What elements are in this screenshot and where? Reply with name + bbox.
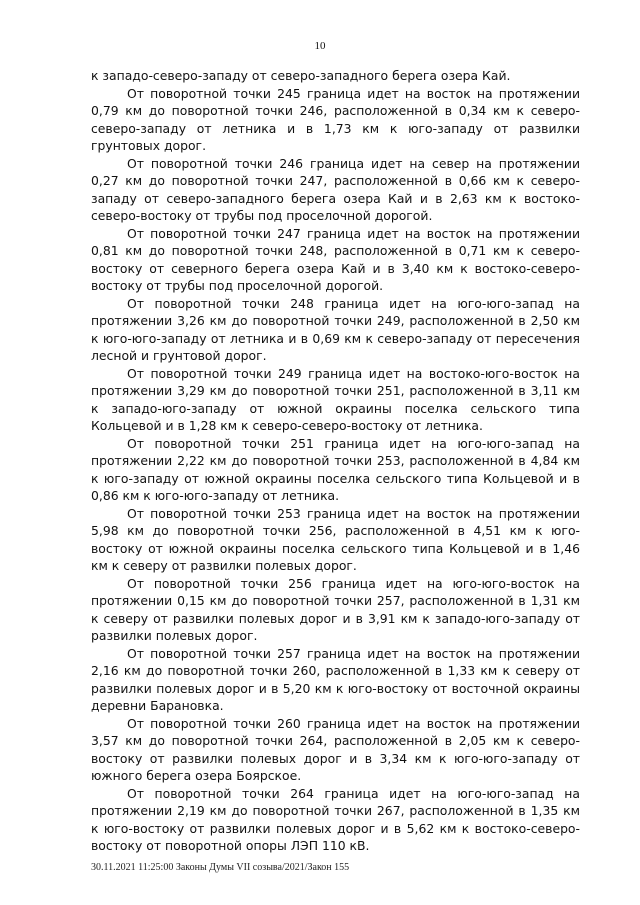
paragraph: От поворотной точки 253 граница идет на восток на протяжении 5,98 км до поворотной точки 256, расположенной в 4,51 км к юго-востоку от южной окраины поселка сельского типа Кольцевой и в 1,46 км к северу от развилки полевых дорог.	[91, 505, 580, 573]
paragraph: От поворотной точки 249 граница идет на востоко-юго-восток на протяжении 3,29 км до поворотной точки 251, расположенной в 3,11 км к западо-юго-западу от южной окраины поселка сельского типа Кольцевой и в 1,28 км к северо-северо-востоку от летника.	[91, 365, 580, 433]
paragraph: От поворотной точки 245 граница идет на восток на протяжении 0,79 км до поворотной точки 246, расположенной в 0,34 км к северо-северо-западу от летника и в 1,73 км к юго-западу от развилки грунтовых дорог.	[91, 85, 580, 153]
paragraph: От поворотной точки 260 граница идет на восток на протяжении 3,57 км до поворотной точки 264, расположенной в 2,05 км к северо-востоку от развилки полевых дорог и в 3,34 км к юго-юго-западу от южного берега озера Боярское.	[91, 715, 580, 783]
paragraph: От поворотной точки 246 граница идет на север на протяжении 0,27 км до поворотной точки 247, расположенной в 0,66 км к северо-западу от северо-западного берега озера Кай и в 2,63 км к востоко-северо-востоку от трубы под проселочной дорогой.	[91, 155, 580, 223]
page-number: 10	[314, 40, 326, 52]
paragraph: От поворотной точки 256 граница идет на юго-юго-восток на протяжении 0,15 км до поворотной точки 257, расположенной в 1,31 км к северу от развилки полевых дорог и в 3,91 км к западо-юго-западу от развилки полевых дорог.	[91, 575, 580, 643]
paragraph: От поворотной точки 257 граница идет на восток на протяжении 2,16 км до поворотной точки 260, расположенной в 1,33 км к северу от развилки полевых дорог и в 5,20 км к юго-востоку от восточной окраины деревни Барановка.	[91, 645, 580, 713]
document-footer: 30.11.2021 11:25:00 Законы Думы VII созыва/2021/Закон 155	[91, 862, 350, 873]
paragraph: к западо-северо-западу от северо-западного берега озера Кай.	[91, 68, 511, 83]
paragraph: От поворотной точки 247 граница идет на восток на протяжении 0,81 км до поворотной точки 248, расположенной в 0,71 км к северо-востоку от северного берега озера Кай и в 3,40 км к востоко-северо-востоку от трубы под проселочной дорогой.	[91, 225, 580, 293]
paragraph: От поворотной точки 264 граница идет на юго-юго-запад на протяжении 2,19 км до поворотной точки 267, расположенной в 1,35 км к юго-востоку от развилки полевых дорог и в 5,62 км к востоко-северо-востоку от поворотной опоры ЛЭП 110 кВ.	[91, 785, 580, 853]
paragraph: От поворотной точки 251 граница идет на юго-юго-запад на протяжении 2,22 км до поворотной точки 253, расположенной в 4,84 км к юго-западу от южной окраины поселка сельского типа Кольцевой и в 0,86 км к юго-юго-западу от летника.	[91, 435, 580, 503]
document-body	[91, 67, 580, 855]
paragraph: От поворотной точки 248 граница идет на юго-юго-запад на протяжении 3,26 км до поворотной точки 249, расположенной в 2,50 км к юго-юго-западу от летника и в 0,69 км к северо-западу от пересечения лесной и грунтовой дорог.	[91, 295, 580, 363]
